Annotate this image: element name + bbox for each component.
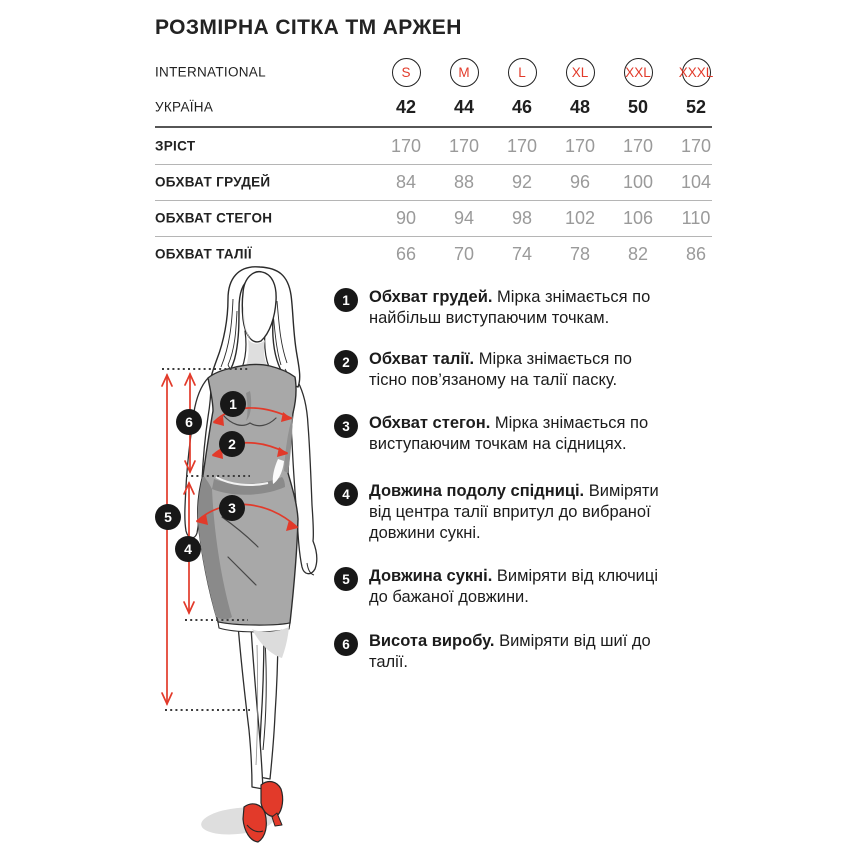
cell-value: 96	[569, 171, 591, 192]
marker-5	[155, 504, 181, 530]
cell-value: 86	[685, 243, 707, 264]
row-label-height: ЗРІСТ	[155, 138, 196, 154]
cell-value: 70	[453, 243, 475, 264]
cell-value: 84	[395, 171, 417, 192]
cell-value: 74	[511, 243, 533, 264]
face	[242, 272, 276, 342]
ukraine-size: 52	[685, 96, 707, 117]
legend-number-badge: 1	[334, 288, 358, 312]
svg-text:1: 1	[229, 396, 237, 412]
row-label-international: INTERNATIONAL	[155, 64, 266, 80]
cell-value: 78	[569, 243, 591, 264]
legend-text: Довжина сукні. Виміряти від ключиці до бажаної довжини.	[369, 567, 659, 606]
cell-value: 92	[511, 171, 533, 192]
cell-value: 88	[453, 171, 475, 192]
cell-value: 170	[680, 135, 712, 156]
page-title: РОЗМІРНА СІТКА ТМ АРЖЕН	[155, 16, 462, 39]
table-row-hips	[155, 200, 712, 237]
marker-3	[219, 495, 245, 521]
svg-text:3: 3	[228, 500, 236, 516]
ukraine-size: 48	[569, 96, 591, 117]
size-badges-row	[377, 55, 725, 89]
svg-text:6: 6	[185, 414, 193, 430]
cell-value: 170	[390, 135, 422, 156]
ukraine-size: 42	[395, 96, 417, 117]
legend-number-badge: 6	[334, 632, 358, 656]
row-label-ukraine: УКРАЇНА	[155, 99, 214, 115]
cell-value: 104	[680, 171, 712, 192]
svg-text:4: 4	[184, 541, 192, 557]
table-row-height	[155, 128, 712, 165]
marker-6	[176, 409, 202, 435]
figure-illustration	[140, 265, 335, 850]
row-label-chest: ОБХВАТ ГРУДЕЙ	[155, 174, 271, 190]
legend-number-badge: 5	[334, 567, 358, 591]
legend-text: Довжина подолу спідниці. Виміряти від центра талії впритул до вибраної довжини сукні.	[369, 482, 659, 542]
shoe-front	[243, 804, 266, 842]
marker-1	[220, 391, 246, 417]
legend-number-badge: 4	[334, 482, 358, 506]
cell-value: 106	[622, 207, 654, 228]
legend-item-3	[334, 413, 718, 455]
legend-item-5	[334, 566, 718, 608]
marker-4	[175, 536, 201, 562]
table-row-chest	[155, 164, 712, 201]
cell-value: 98	[511, 207, 533, 228]
svg-text:2: 2	[228, 436, 236, 452]
cell-value: 82	[627, 243, 649, 264]
legend-item-6	[334, 631, 718, 673]
legend-item-2	[334, 349, 718, 391]
size-table	[155, 55, 712, 277]
legend-item-4	[334, 481, 718, 544]
svg-text:5: 5	[164, 509, 172, 525]
cell-value: 94	[453, 207, 475, 228]
size-badge-l: L	[508, 58, 537, 87]
legend-text: Обхват стегон. Мірка знімається по виступаючим точкам на сідницях.	[369, 414, 649, 453]
ukraine-size: 44	[453, 96, 475, 117]
cell-value: 110	[681, 207, 711, 228]
ukraine-size: 50	[627, 96, 649, 117]
cell-value: 66	[395, 243, 417, 264]
legend-number-badge: 2	[334, 350, 358, 374]
legend-text: Висота виробу. Виміряти від шиї до талії.	[369, 632, 651, 671]
row-label-hips: ОБХВАТ СТЕГОН	[155, 210, 273, 226]
size-badge-xxl: XXL	[624, 58, 653, 87]
size-badge-xxxl: XXXL	[682, 58, 711, 87]
size-badge-m: M	[450, 58, 479, 87]
legend-item-1	[334, 287, 718, 329]
row-label-waist: ОБХВАТ ТАЛІЇ	[155, 246, 252, 262]
cell-value: 170	[506, 135, 538, 156]
cell-value: 90	[395, 207, 417, 228]
marker-2	[219, 431, 245, 457]
woman-sketch-svg	[140, 265, 335, 850]
ukraine-size: 46	[511, 96, 533, 117]
cell-value: 100	[622, 171, 654, 192]
cell-value: 102	[564, 207, 596, 228]
size-badge-xl: XL	[566, 58, 595, 87]
cell-value: 170	[564, 135, 596, 156]
legend-text: Обхват грудей. Мірка знімається по найбільш виступаючим точкам.	[369, 288, 651, 327]
legend-text: Обхват талії. Мірка знімається по тісно пов’язаному на талії паску.	[369, 350, 632, 389]
legend-number-badge: 3	[334, 414, 358, 438]
cell-value: 170	[622, 135, 654, 156]
red-shoes	[243, 782, 283, 842]
table-row-international	[155, 55, 712, 89]
table-row-ukraine	[155, 89, 712, 125]
size-badge-s: S	[392, 58, 421, 87]
cell-value: 170	[448, 135, 480, 156]
